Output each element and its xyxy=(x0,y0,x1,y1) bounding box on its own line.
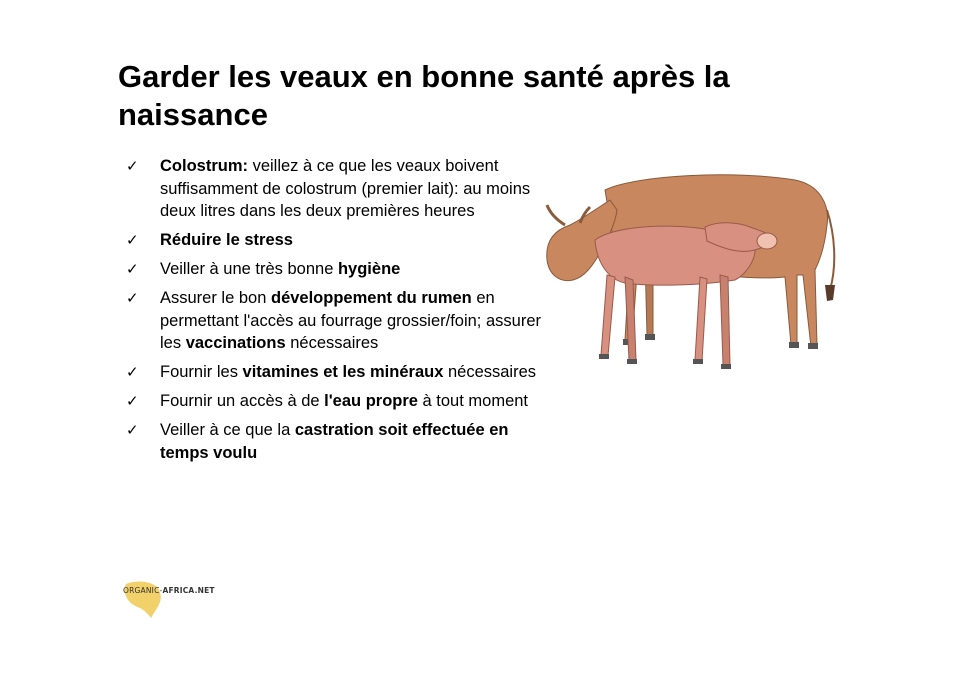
bullet-text: Fournir un accès à de xyxy=(160,392,325,410)
bullet-item xyxy=(126,229,546,252)
bullet-text: Fournir les xyxy=(160,363,243,381)
bullet-bold-text: développement du rumen xyxy=(270,289,472,307)
bullet-item xyxy=(126,390,546,413)
bullet-text: nécessaires xyxy=(285,334,379,352)
bullet-bold-text: vaccinations xyxy=(185,334,286,352)
bullet-bold-text: Réduire le stress xyxy=(160,231,293,249)
bullet-text: Assurer le bon xyxy=(160,289,271,307)
bullet-bold-text: l'eau propre xyxy=(324,392,418,410)
cow-and-calf-illustration xyxy=(535,165,845,380)
checkmark-icon: ✓ xyxy=(126,289,139,307)
bullet-item xyxy=(126,419,546,464)
checkmark-icon: ✓ xyxy=(126,363,139,381)
bullet-bold-text: hygiène xyxy=(337,260,401,278)
bullet-list xyxy=(126,155,546,471)
checkmark-icon: ✓ xyxy=(126,157,139,175)
checkmark-icon: ✓ xyxy=(126,392,139,410)
logo-text xyxy=(123,586,215,595)
bullet-item xyxy=(126,155,546,223)
bullet-item xyxy=(126,361,546,384)
organic-africa-logo-icon xyxy=(118,578,218,620)
bullet-text: en permettant l'accès au fourrage grossier/foin; assurer les xyxy=(160,289,541,352)
checkmark-icon: ✓ xyxy=(126,421,139,439)
bullet-item xyxy=(126,258,546,281)
logo-text-part2: AFRICA.NET xyxy=(162,586,215,595)
calf-figure xyxy=(595,223,777,369)
slide-title: Garder les veaux en bonne santé après la naissance xyxy=(118,59,730,132)
bullet-text: veillez à ce que les veaux boivent suffisamment de colostrum (premier lait): au moins deux litres dans les deux premières heures xyxy=(160,157,531,220)
logo-text-part1: ORGANIC- xyxy=(123,586,163,595)
bullet-bold-text: Colostrum: xyxy=(160,157,248,175)
checkmark-icon: ✓ xyxy=(126,260,139,278)
bullet-bold-text: castration soit effectuée en temps voulu xyxy=(160,421,509,462)
bullet-text: nécessaires xyxy=(443,363,537,381)
checkmark-icon: ✓ xyxy=(126,231,139,249)
bullet-bold-text: vitamines et les minéraux xyxy=(242,363,444,381)
bullet-text: Veiller à une très bonne xyxy=(160,260,338,278)
bullet-text: à tout moment xyxy=(417,392,529,410)
bullet-item xyxy=(126,287,546,355)
bullet-text: Veiller à ce que la xyxy=(160,421,295,439)
